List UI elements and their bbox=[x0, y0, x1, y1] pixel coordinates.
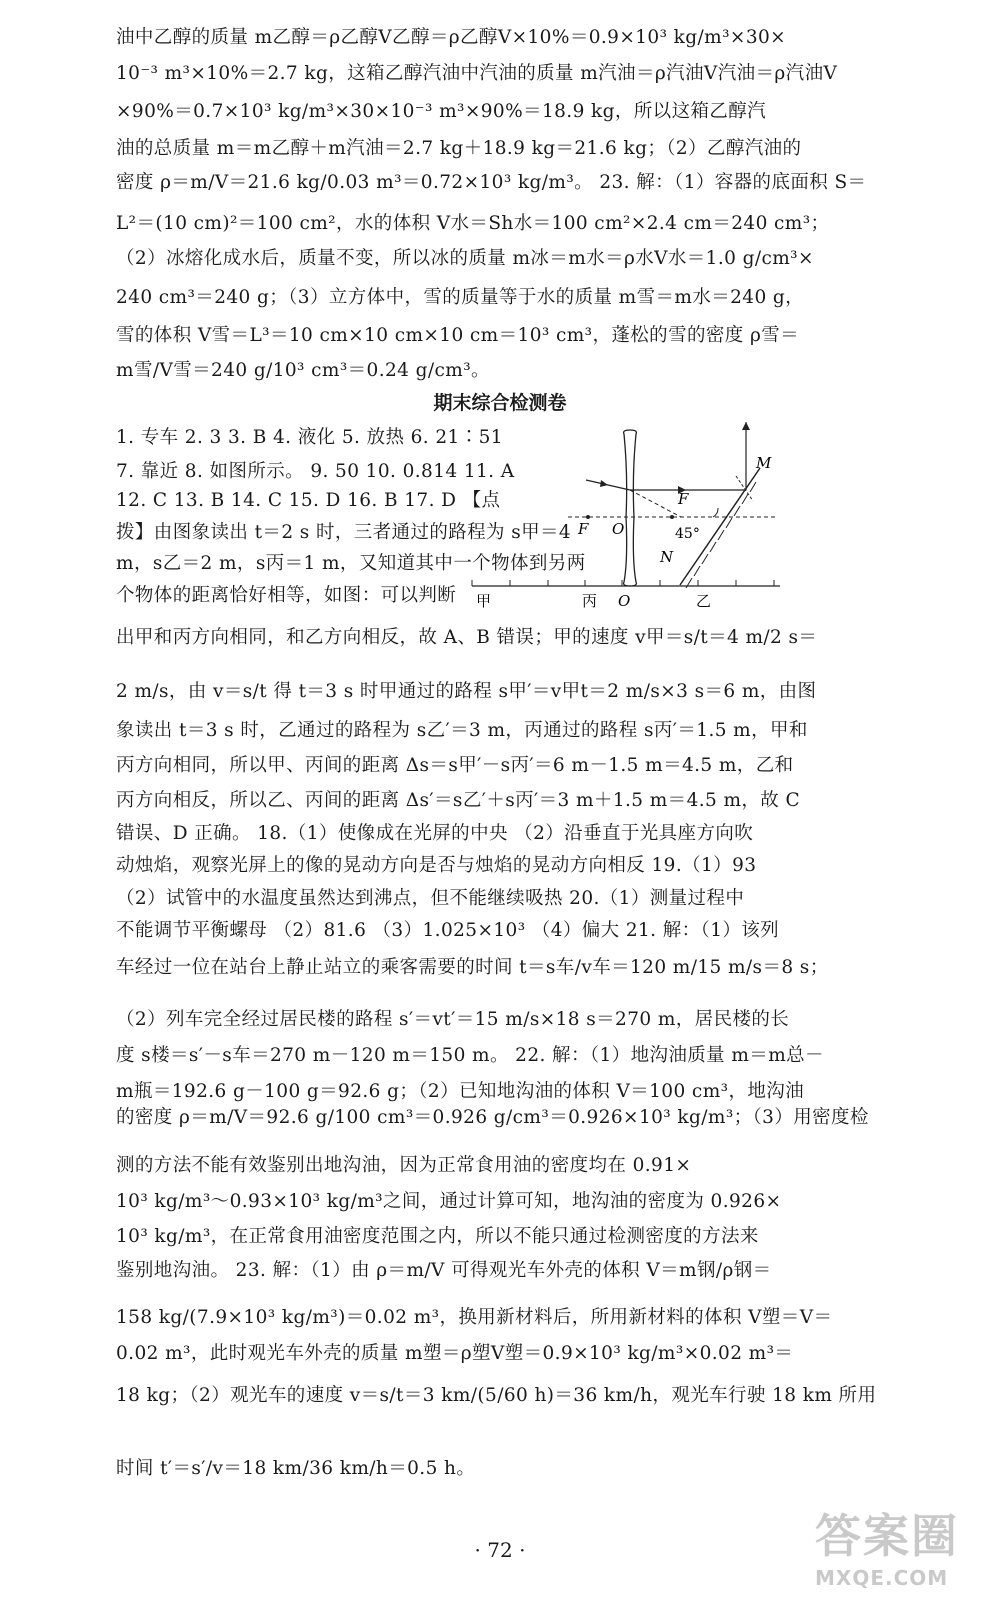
answer-line: 拨】由图象读出 t＝2 s 时，三者通过的路程为 s甲＝4 bbox=[116, 522, 572, 543]
page-number: · 72 · bbox=[474, 1538, 526, 1562]
paragraph-line: 出甲和丙方向相同，和乙方向相反，故 A、B 错误；甲的速度 v甲＝s/t＝4 m/2 s＝ bbox=[116, 627, 818, 648]
paragraph-line: 10⁻³ m³×10%＝2.7 kg，这箱乙醇汽油中汽油的质量 m汽油＝ρ汽油V汽油＝ρ汽油V bbox=[116, 63, 838, 84]
answer-line: 1. 专车 2. 3 3. B 4. 液化 5. 放热 6. 21∶51 bbox=[116, 427, 503, 448]
paragraph-line: 158 kg/(7.9×10³ kg/m³)＝0.02 m³，换用新材料后，所用新材料的体积 V塑＝V＝ bbox=[116, 1307, 833, 1328]
paragraph-line: L²＝(10 cm)²＝100 cm²，水的体积 V水＝Sh水＝100 cm²×2.4 cm＝240 cm³； bbox=[116, 213, 830, 234]
paragraph-line: （2）列车完全经过居民楼的路程 s′＝vt′＝15 m/s×18 s＝270 m，居民楼的长 bbox=[116, 1009, 790, 1030]
paragraph-line: 丙方向相反，所以乙、丙间的距离 Δs′＝s乙′＋s丙′＝3 m＋1.5 m＝4.5 m，故 C bbox=[116, 790, 801, 811]
paragraph-line: 丙方向相同，所以甲、丙间的距离 Δs＝s甲′－s丙′＝6 m－1.5 m＝4.5 m，乙和 bbox=[116, 755, 794, 776]
label-F-right: F bbox=[678, 490, 689, 508]
paragraph-line: 不能调节平衡螺母 （2）81.6 （3）1.025×10³ （4）偏大 21. 解：（1）该列 bbox=[116, 920, 780, 941]
paragraph-line: 测的方法不能有效鉴别出地沟油，因为正常食用油的密度均在 0.91× bbox=[116, 1155, 692, 1176]
paragraph-line: 240 cm³＝240 g；（3）立方体中，雪的质量等于水的质量 m雪＝m水＝240 g， bbox=[116, 287, 805, 308]
paragraph-line: 油中乙醇的质量 m乙醇＝ρ乙醇V乙醇＝ρ乙醇V×10%＝0.9×10³ kg/m³×30× bbox=[116, 27, 787, 48]
paragraph-line: （2）冰熔化成水后，质量不变，所以冰的质量 m冰＝m水＝ρ水V水＝1.0 g/cm³× bbox=[116, 248, 814, 269]
paragraph-line: 0.02 m³，此时观光车外壳的质量 m塑＝ρ塑V塑＝0.9×10³ kg/m³×0.02 m³＝ bbox=[116, 1343, 794, 1364]
label-F-left: F bbox=[578, 520, 589, 538]
paragraph-line: ×90%＝0.7×10³ kg/m³×30×10⁻³ m³×90%＝18.9 kg，所以这箱乙醇汽 bbox=[116, 101, 767, 122]
paragraph-line: 度 s楼＝s′－s车＝270 m－120 m＝150 m。 22. 解：（1）地沟油质量 m＝m总－ bbox=[116, 1045, 824, 1066]
axis-label-jia: 甲 bbox=[476, 592, 492, 610]
label-angle: 45° bbox=[675, 526, 700, 542]
paragraph-line: 动烛焰，观察光屏上的像的晃动方向是否与烛焰的晃动方向相反 19.（1）93 bbox=[116, 855, 757, 876]
section-title: 期末综合检测卷 bbox=[433, 392, 567, 414]
paragraph-line: m瓶＝192.6 g－100 g＝92.6 g；（2）已知地沟油的体积 V＝100 cm³，地沟油 bbox=[116, 1081, 805, 1102]
label-M: M bbox=[756, 454, 772, 472]
answer-line: 12. C 13. B 14. C 15. D 16. B 17. D 【点 bbox=[116, 490, 501, 511]
answer-line: m，s乙＝2 m，s丙＝1 m，又知道其中一个物体到另两 bbox=[116, 553, 586, 574]
position-axis-figure bbox=[470, 574, 782, 614]
axis-label-bing: 丙 bbox=[582, 592, 598, 610]
watermark-logo: 答案圈 MXQE.COM bbox=[815, 1509, 959, 1590]
answer-line: 7. 靠近 8. 如图所示。 9. 50 10. 0.814 11. A bbox=[116, 461, 515, 482]
paragraph-line: 车经过一位在站台上静止站立的乘客需要的时间 t＝s车/v车＝120 m/15 m/s＝8 s； bbox=[116, 957, 829, 978]
paragraph-line: 油的总质量 m＝m乙醇＋m汽油＝2.7 kg＋18.9 kg＝21.6 kg；（2）乙醇汽油的 bbox=[116, 138, 802, 159]
axis-label-o: O bbox=[618, 592, 631, 610]
paragraph-line: 密度 ρ＝m/V＝21.6 kg/0.03 m³＝0.72×10³ kg/m³。 23. 解：（1）容器的底面积 S＝ bbox=[116, 172, 867, 193]
paragraph-line: （2）试管中的水温度虽然达到沸点，但不能继续吸热 20.（1）测量过程中 bbox=[116, 888, 745, 909]
paragraph-line: 的密度 ρ＝m/V＝92.6 g/100 cm³＝0.926 g/cm³＝0.926×10³ kg/m³；（3）用密度检 bbox=[116, 1107, 869, 1128]
answer-line: 个物体的距离恰好相等，如图：可以判断 bbox=[116, 585, 457, 606]
paragraph-line: 雪的体积 V雪＝L³＝10 cm×10 cm×10 cm＝10³ cm³，蓬松的雪的密度 ρ雪＝ bbox=[116, 325, 800, 346]
label-O: O bbox=[612, 520, 625, 538]
label-N: N bbox=[660, 548, 674, 566]
optics-figure bbox=[568, 420, 778, 592]
paragraph-line: 鉴别地沟油。 23. 解：（1）由 ρ＝m/V 可得观光车外壳的体积 V＝m钢/ρ钢＝ bbox=[116, 1260, 772, 1281]
paragraph-line: 18 kg；（2）观光车的速度 v＝s/t＝3 km/(5/60 h)＝36 km/h，观光车行驶 18 km 所用 bbox=[116, 1385, 877, 1406]
paragraph-line: 10³ kg/m³，在正常食用油密度范围之内，所以不能只通过检测密度的方法来 bbox=[116, 1226, 759, 1247]
axis-label-yi: 乙 bbox=[696, 592, 712, 610]
paragraph-line: 2 m/s，由 v＝s/t 得 t＝3 s 时甲通过的路程 s甲′＝v甲t＝2 m/s×3 s＝6 m，由图 bbox=[116, 681, 817, 702]
paragraph-line: 象读出 t＝3 s 时，乙通过的路程为 s乙′＝3 m，丙通过的路程 s丙′＝1.5 m，甲和 bbox=[116, 720, 808, 741]
paragraph-line: 10³ kg/m³～0.93×10³ kg/m³之间，通过计算可知，地沟油的密度为 0.926× bbox=[116, 1191, 782, 1212]
paragraph-line: 时间 t′＝s′/v＝18 km/36 km/h＝0.5 h。 bbox=[116, 1458, 476, 1479]
paragraph-line: 错误、D 正确。 18.（1）使像成在光屏的中央 （2）沿垂直于光具座方向吹 bbox=[116, 823, 754, 844]
paragraph-line: m雪/V雪＝240 g/10³ cm³＝0.24 g/cm³。 bbox=[116, 360, 490, 381]
